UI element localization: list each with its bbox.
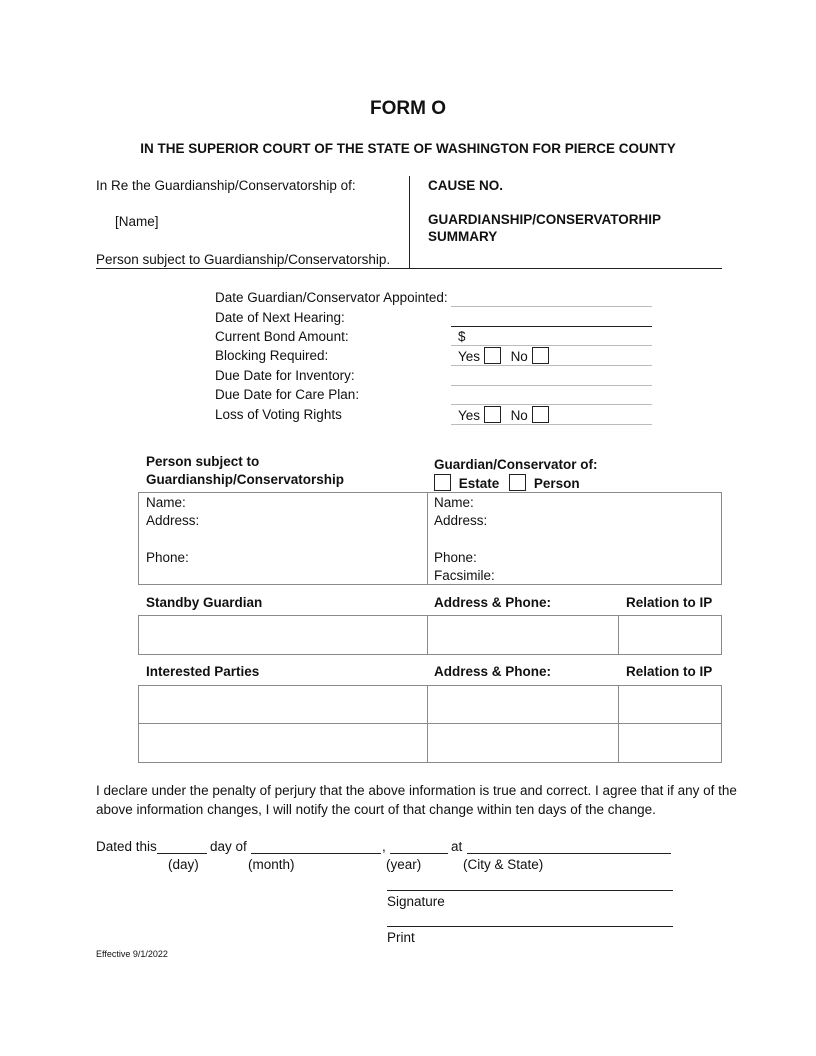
signature-line[interactable]: [387, 890, 673, 891]
day-caption: (day): [168, 857, 199, 872]
cause-no-label: CAUSE NO.: [428, 178, 504, 193]
estate-checkbox[interactable]: [434, 474, 451, 491]
parties-table-divider: [427, 492, 428, 585]
guardian-phone-label: Phone:: [434, 550, 477, 565]
name-placeholder: [Name]: [115, 214, 159, 229]
inventory-due-field[interactable]: [451, 385, 652, 386]
city-state-field[interactable]: [467, 853, 671, 854]
person-label: Person: [533, 476, 580, 491]
declaration-line2: above information changes, I will notify the court of that change within ten days of the change.: [96, 802, 656, 817]
guardian-header: Guardian/Conservator of:: [434, 457, 598, 472]
date-appointed-field[interactable]: [451, 306, 652, 307]
blocking-label: Blocking Required:: [215, 348, 329, 363]
parties-table: [138, 492, 722, 585]
bond-amount-field[interactable]: [451, 345, 652, 346]
interested-title: Interested Parties: [146, 664, 260, 679]
bond-currency: $: [458, 329, 466, 344]
next-hearing-label: Date of Next Hearing:: [215, 310, 345, 325]
doc-title-line2: SUMMARY: [428, 229, 498, 244]
standby-divider-2: [618, 615, 619, 655]
declaration-line1: I declare under the penalty of perjury that the above information is true and correct. I agree that if any of the: [96, 783, 737, 798]
blocking-no-checkbox[interactable]: [532, 347, 549, 364]
voting-no-checkbox[interactable]: [532, 406, 549, 423]
care-plan-due-label: Due Date for Care Plan:: [215, 387, 360, 402]
in-re-label: In Re the Guardianship/Conservatorship of:: [96, 178, 356, 193]
blocking-yes-checkbox[interactable]: [484, 347, 501, 364]
voting-line: [451, 424, 652, 425]
interested-divider-1: [427, 685, 428, 763]
interested-table[interactable]: [138, 685, 722, 763]
person-header-line1: Person subject to: [146, 454, 260, 469]
bond-amount-label: Current Bond Amount:: [215, 329, 349, 344]
signature-label: Signature: [387, 894, 445, 909]
voting-no-label: No: [510, 408, 528, 423]
at-label: at: [451, 839, 463, 854]
inventory-due-label: Due Date for Inventory:: [215, 368, 355, 383]
voting-options: [458, 406, 549, 423]
person-checkbox[interactable]: [509, 474, 526, 491]
day-of-label: day of: [210, 839, 247, 854]
guardian-name-label: Name:: [434, 495, 474, 510]
blocking-yes-label: Yes: [458, 349, 481, 364]
year-field[interactable]: [390, 853, 448, 854]
guardian-facsimile-label: Facsimile:: [434, 568, 495, 583]
next-hearing-field[interactable]: [451, 326, 652, 327]
standby-divider-1: [427, 615, 428, 655]
standby-relation-header: Relation to IP: [626, 595, 713, 610]
day-field[interactable]: [157, 853, 207, 854]
year-caption: (year): [386, 857, 422, 872]
estate-label: Estate: [458, 476, 500, 491]
voting-yes-checkbox[interactable]: [484, 406, 501, 423]
doc-title-line1: GUARDIANSHIP/CONSERVATORHIP: [428, 212, 662, 227]
blocking-options: [458, 347, 549, 364]
month-caption: (month): [248, 857, 295, 872]
city-state-caption: (City & State): [463, 857, 544, 872]
dated-this-label: Dated this: [96, 839, 157, 854]
standby-address-header: Address & Phone:: [434, 595, 552, 610]
print-label: Print: [387, 930, 415, 945]
interested-divider-2: [618, 685, 619, 763]
ip-phone-label: Phone:: [146, 550, 189, 565]
dated-comma: ,: [382, 839, 386, 854]
blocking-line: [451, 365, 652, 366]
month-field[interactable]: [251, 853, 381, 854]
person-header-line2: Guardianship/Conservatorship: [146, 472, 345, 487]
court-title: IN THE SUPERIOR COURT OF THE STATE OF WASHINGTON FOR PIERCE COUNTY: [140, 141, 676, 156]
date-appointed-label: Date Guardian/Conservator Appointed:: [215, 290, 448, 305]
person-subject-label: Person subject to Guardianship/Conservatorship.: [96, 252, 391, 267]
guardian-type-options: [434, 474, 580, 491]
form-title: FORM O: [370, 98, 446, 119]
interested-row-divider: [138, 723, 722, 724]
interested-relation-header: Relation to IP: [626, 664, 713, 679]
caption-divider: [409, 176, 410, 269]
voting-rights-label: Loss of Voting Rights: [215, 407, 342, 422]
ip-name-label: Name:: [146, 495, 186, 510]
standby-table[interactable]: [138, 615, 722, 655]
guardian-address-label: Address:: [434, 513, 488, 528]
effective-date: Effective 9/1/2022: [96, 949, 168, 959]
blocking-no-label: No: [510, 349, 528, 364]
print-line[interactable]: [387, 926, 673, 927]
standby-title: Standby Guardian: [146, 595, 263, 610]
ip-address-label: Address:: [146, 513, 200, 528]
care-plan-due-field[interactable]: [451, 404, 652, 405]
voting-yes-label: Yes: [458, 408, 481, 423]
interested-address-header: Address & Phone:: [434, 664, 552, 679]
